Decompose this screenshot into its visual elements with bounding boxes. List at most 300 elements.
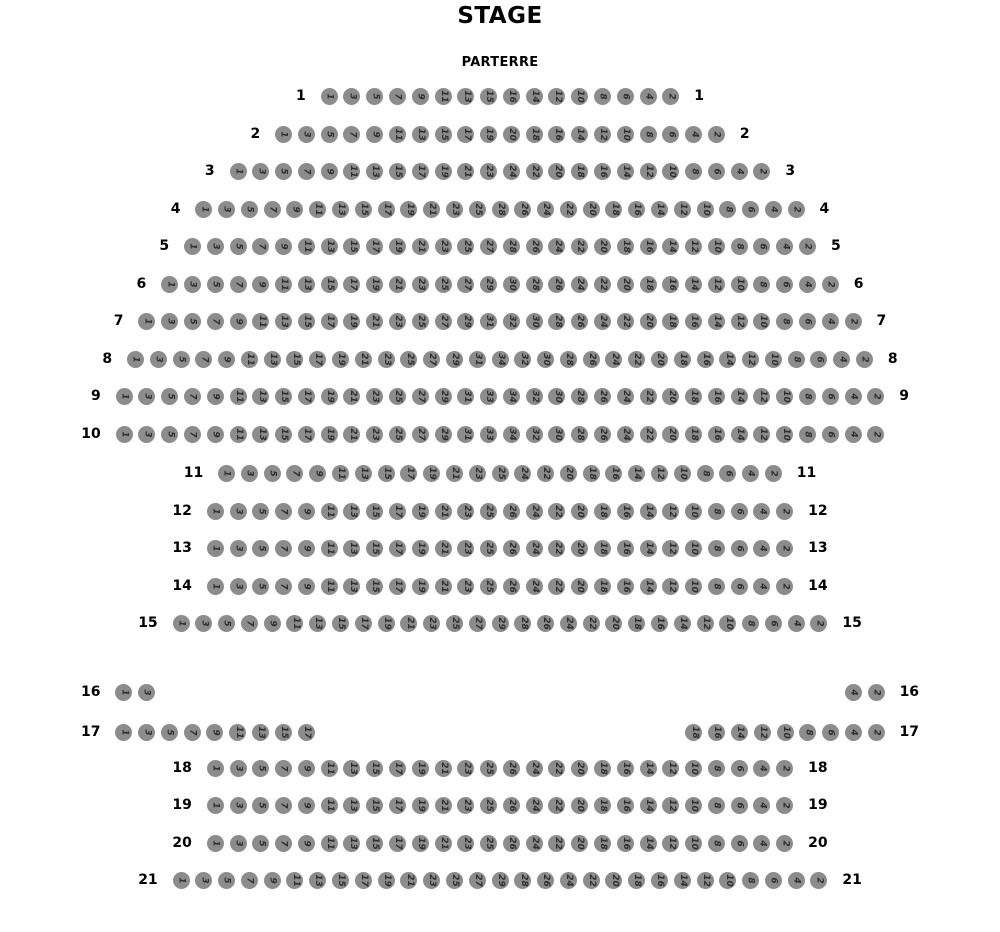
seat[interactable]: [435, 797, 452, 814]
seat[interactable]: [685, 163, 702, 180]
seat[interactable]: [685, 760, 702, 777]
seat[interactable]: [343, 578, 360, 595]
seat[interactable]: [765, 615, 782, 632]
seat[interactable]: [389, 797, 406, 814]
seat[interactable]: [719, 465, 736, 482]
seat[interactable]: [321, 88, 338, 105]
seat[interactable]: [457, 540, 474, 557]
seat[interactable]: [514, 872, 531, 889]
seat[interactable]: [731, 835, 748, 852]
seat[interactable]: [651, 872, 668, 889]
seat[interactable]: [321, 163, 338, 180]
seat[interactable]: [355, 201, 372, 218]
seat[interactable]: [275, 797, 292, 814]
seat[interactable]: [321, 797, 338, 814]
seat[interactable]: [571, 835, 588, 852]
seat[interactable]: [343, 760, 360, 777]
seat[interactable]: [230, 163, 247, 180]
seat[interactable]: [822, 388, 839, 405]
seat[interactable]: [731, 760, 748, 777]
seat[interactable]: [685, 578, 702, 595]
seat[interactable]: [708, 126, 725, 143]
seat[interactable]: [207, 426, 224, 443]
seat[interactable]: [457, 503, 474, 520]
seat[interactable]: [366, 238, 383, 255]
seat[interactable]: [252, 578, 269, 595]
seat[interactable]: [571, 426, 588, 443]
seat[interactable]: [640, 797, 657, 814]
seat[interactable]: [514, 615, 531, 632]
seat[interactable]: [116, 426, 133, 443]
seat[interactable]: [753, 835, 770, 852]
seat[interactable]: [184, 238, 201, 255]
seat[interactable]: [241, 351, 258, 368]
seat[interactable]: [742, 351, 759, 368]
seat[interactable]: [207, 835, 224, 852]
seat[interactable]: [480, 835, 497, 852]
seat[interactable]: [366, 426, 383, 443]
seat[interactable]: [412, 163, 429, 180]
seat[interactable]: [366, 313, 383, 330]
seat[interactable]: [503, 426, 520, 443]
seat[interactable]: [389, 88, 406, 105]
seat[interactable]: [594, 578, 611, 595]
seat[interactable]: [480, 426, 497, 443]
seat[interactable]: [731, 388, 748, 405]
seat[interactable]: [868, 684, 885, 701]
seat[interactable]: [845, 684, 862, 701]
seat[interactable]: [230, 276, 247, 293]
seat[interactable]: [412, 578, 429, 595]
seat[interactable]: [662, 578, 679, 595]
seat[interactable]: [822, 426, 839, 443]
seat[interactable]: [719, 615, 736, 632]
seat[interactable]: [548, 388, 565, 405]
seat[interactable]: [548, 276, 565, 293]
seat[interactable]: [366, 760, 383, 777]
seat[interactable]: [674, 465, 691, 482]
seat[interactable]: [195, 615, 212, 632]
seat[interactable]: [173, 351, 190, 368]
seat[interactable]: [776, 578, 793, 595]
seat[interactable]: [753, 276, 770, 293]
seat[interactable]: [526, 88, 543, 105]
seat[interactable]: [389, 126, 406, 143]
seat[interactable]: [412, 238, 429, 255]
seat[interactable]: [731, 163, 748, 180]
seat[interactable]: [503, 163, 520, 180]
seat[interactable]: [526, 426, 543, 443]
seat[interactable]: [173, 872, 190, 889]
seat[interactable]: [480, 578, 497, 595]
seat[interactable]: [548, 835, 565, 852]
seat[interactable]: [719, 351, 736, 368]
seat[interactable]: [412, 88, 429, 105]
seat[interactable]: [343, 388, 360, 405]
seat[interactable]: [412, 388, 429, 405]
seat[interactable]: [412, 503, 429, 520]
seat[interactable]: [389, 503, 406, 520]
seat[interactable]: [309, 351, 326, 368]
seat[interactable]: [503, 835, 520, 852]
seat[interactable]: [435, 540, 452, 557]
seat[interactable]: [469, 465, 486, 482]
seat[interactable]: [115, 684, 132, 701]
seat[interactable]: [423, 872, 440, 889]
seat[interactable]: [776, 503, 793, 520]
seat[interactable]: [480, 503, 497, 520]
seat[interactable]: [640, 426, 657, 443]
seat[interactable]: [753, 426, 770, 443]
seat[interactable]: [548, 163, 565, 180]
seat[interactable]: [389, 835, 406, 852]
seat[interactable]: [230, 503, 247, 520]
seat[interactable]: [286, 351, 303, 368]
seat[interactable]: [343, 313, 360, 330]
seat[interactable]: [321, 388, 338, 405]
seat[interactable]: [640, 313, 657, 330]
seat[interactable]: [526, 760, 543, 777]
seat[interactable]: [457, 126, 474, 143]
seat[interactable]: [480, 276, 497, 293]
seat[interactable]: [184, 276, 201, 293]
seat[interactable]: [526, 540, 543, 557]
seat[interactable]: [275, 388, 292, 405]
seat[interactable]: [230, 313, 247, 330]
seat[interactable]: [492, 615, 509, 632]
seat[interactable]: [457, 578, 474, 595]
seat[interactable]: [731, 238, 748, 255]
seat[interactable]: [594, 388, 611, 405]
seat[interactable]: [230, 578, 247, 595]
seat[interactable]: [492, 872, 509, 889]
seat[interactable]: [548, 88, 565, 105]
seat[interactable]: [753, 313, 770, 330]
seat[interactable]: [594, 540, 611, 557]
seat[interactable]: [343, 503, 360, 520]
seat[interactable]: [127, 351, 144, 368]
seat[interactable]: [571, 503, 588, 520]
seat[interactable]: [537, 465, 554, 482]
seat[interactable]: [662, 388, 679, 405]
seat[interactable]: [457, 388, 474, 405]
seat[interactable]: [298, 426, 315, 443]
seat[interactable]: [640, 88, 657, 105]
seat[interactable]: [264, 351, 281, 368]
seat[interactable]: [617, 760, 634, 777]
seat[interactable]: [708, 426, 725, 443]
seat[interactable]: [548, 126, 565, 143]
seat[interactable]: [457, 88, 474, 105]
seat[interactable]: [697, 351, 714, 368]
seat[interactable]: [526, 835, 543, 852]
seat[interactable]: [138, 426, 155, 443]
seat[interactable]: [560, 615, 577, 632]
seat[interactable]: [275, 760, 292, 777]
seat[interactable]: [321, 126, 338, 143]
seat[interactable]: [662, 503, 679, 520]
seat[interactable]: [594, 163, 611, 180]
seat[interactable]: [355, 872, 372, 889]
seat[interactable]: [708, 276, 725, 293]
seat[interactable]: [628, 201, 645, 218]
seat[interactable]: [366, 88, 383, 105]
seat[interactable]: [548, 426, 565, 443]
seat[interactable]: [617, 797, 634, 814]
seat[interactable]: [138, 684, 155, 701]
seat[interactable]: [526, 388, 543, 405]
seat[interactable]: [617, 313, 634, 330]
seat[interactable]: [298, 724, 315, 741]
seat[interactable]: [537, 201, 554, 218]
seat[interactable]: [469, 201, 486, 218]
seat[interactable]: [389, 276, 406, 293]
seat[interactable]: [583, 351, 600, 368]
seat[interactable]: [252, 540, 269, 557]
seat[interactable]: [230, 760, 247, 777]
seat[interactable]: [252, 388, 269, 405]
seat[interactable]: [548, 238, 565, 255]
seat[interactable]: [298, 163, 315, 180]
seat[interactable]: [207, 540, 224, 557]
seat[interactable]: [662, 760, 679, 777]
seat[interactable]: [275, 276, 292, 293]
seat[interactable]: [161, 276, 178, 293]
seat[interactable]: [252, 163, 269, 180]
seat[interactable]: [640, 540, 657, 557]
seat[interactable]: [742, 872, 759, 889]
seat[interactable]: [765, 351, 782, 368]
seat[interactable]: [662, 276, 679, 293]
seat[interactable]: [810, 351, 827, 368]
seat[interactable]: [423, 351, 440, 368]
seat[interactable]: [264, 615, 281, 632]
seat[interactable]: [241, 465, 258, 482]
seat[interactable]: [662, 540, 679, 557]
seat[interactable]: [708, 578, 725, 595]
seat[interactable]: [457, 797, 474, 814]
seat[interactable]: [389, 238, 406, 255]
seat[interactable]: [548, 578, 565, 595]
seat[interactable]: [492, 465, 509, 482]
seat[interactable]: [777, 724, 794, 741]
seat[interactable]: [435, 578, 452, 595]
seat[interactable]: [560, 465, 577, 482]
seat[interactable]: [685, 388, 702, 405]
seat[interactable]: [412, 426, 429, 443]
seat[interactable]: [731, 724, 748, 741]
seat[interactable]: [617, 276, 634, 293]
seat[interactable]: [230, 388, 247, 405]
seat[interactable]: [446, 351, 463, 368]
seat[interactable]: [640, 503, 657, 520]
seat[interactable]: [264, 465, 281, 482]
seat[interactable]: [617, 88, 634, 105]
seat[interactable]: [571, 388, 588, 405]
seat[interactable]: [252, 503, 269, 520]
seat[interactable]: [435, 313, 452, 330]
seat[interactable]: [378, 465, 395, 482]
seat[interactable]: [640, 238, 657, 255]
seat[interactable]: [548, 760, 565, 777]
seat[interactable]: [366, 578, 383, 595]
seat[interactable]: [662, 88, 679, 105]
seat[interactable]: [184, 724, 201, 741]
seat[interactable]: [492, 351, 509, 368]
seat[interactable]: [343, 797, 360, 814]
seat[interactable]: [617, 426, 634, 443]
seat[interactable]: [161, 426, 178, 443]
seat[interactable]: [697, 201, 714, 218]
seat[interactable]: [617, 238, 634, 255]
seat[interactable]: [753, 578, 770, 595]
seat[interactable]: [252, 797, 269, 814]
seat[interactable]: [252, 724, 269, 741]
seat[interactable]: [685, 724, 702, 741]
seat[interactable]: [799, 724, 816, 741]
seat[interactable]: [526, 503, 543, 520]
seat[interactable]: [355, 465, 372, 482]
seat[interactable]: [583, 465, 600, 482]
seat[interactable]: [275, 313, 292, 330]
seat[interactable]: [560, 872, 577, 889]
seat[interactable]: [810, 615, 827, 632]
seat[interactable]: [742, 615, 759, 632]
seat[interactable]: [366, 835, 383, 852]
seat[interactable]: [571, 88, 588, 105]
seat[interactable]: [275, 163, 292, 180]
seat[interactable]: [799, 388, 816, 405]
seat[interactable]: [207, 276, 224, 293]
seat[interactable]: [571, 276, 588, 293]
seat[interactable]: [435, 126, 452, 143]
seat[interactable]: [275, 540, 292, 557]
seat[interactable]: [275, 835, 292, 852]
seat[interactable]: [822, 724, 839, 741]
seat[interactable]: [526, 276, 543, 293]
seat[interactable]: [389, 540, 406, 557]
seat[interactable]: [173, 615, 190, 632]
seat[interactable]: [583, 615, 600, 632]
seat[interactable]: [195, 201, 212, 218]
seat[interactable]: [230, 426, 247, 443]
seat[interactable]: [662, 313, 679, 330]
seat[interactable]: [708, 540, 725, 557]
seat[interactable]: [526, 163, 543, 180]
seat[interactable]: [378, 615, 395, 632]
seat[interactable]: [788, 872, 805, 889]
seat[interactable]: [412, 797, 429, 814]
seat[interactable]: [321, 426, 338, 443]
seat[interactable]: [457, 313, 474, 330]
seat[interactable]: [503, 540, 520, 557]
seat[interactable]: [640, 578, 657, 595]
seat[interactable]: [298, 760, 315, 777]
seat[interactable]: [366, 276, 383, 293]
seat[interactable]: [845, 724, 862, 741]
seat[interactable]: [480, 760, 497, 777]
seat[interactable]: [469, 872, 486, 889]
seat[interactable]: [343, 426, 360, 443]
seat[interactable]: [480, 313, 497, 330]
seat[interactable]: [560, 351, 577, 368]
seat[interactable]: [742, 465, 759, 482]
seat[interactable]: [230, 540, 247, 557]
seat[interactable]: [776, 540, 793, 557]
seat[interactable]: [184, 388, 201, 405]
seat[interactable]: [229, 724, 246, 741]
seat[interactable]: [503, 238, 520, 255]
seat[interactable]: [332, 201, 349, 218]
seat[interactable]: [366, 388, 383, 405]
seat[interactable]: [298, 578, 315, 595]
seat[interactable]: [708, 760, 725, 777]
seat[interactable]: [719, 201, 736, 218]
seat[interactable]: [206, 724, 223, 741]
seat[interactable]: [742, 201, 759, 218]
seat[interactable]: [845, 313, 862, 330]
seat[interactable]: [617, 578, 634, 595]
seat[interactable]: [605, 465, 622, 482]
seat[interactable]: [321, 578, 338, 595]
seat[interactable]: [503, 88, 520, 105]
seat[interactable]: [708, 313, 725, 330]
seat[interactable]: [218, 351, 235, 368]
seat[interactable]: [708, 388, 725, 405]
seat[interactable]: [343, 163, 360, 180]
seat[interactable]: [503, 276, 520, 293]
seat[interactable]: [731, 426, 748, 443]
seat[interactable]: [833, 351, 850, 368]
seat[interactable]: [389, 313, 406, 330]
seat[interactable]: [343, 540, 360, 557]
seat[interactable]: [355, 351, 372, 368]
seat[interactable]: [697, 872, 714, 889]
seat[interactable]: [275, 578, 292, 595]
seat[interactable]: [457, 238, 474, 255]
seat[interactable]: [799, 313, 816, 330]
seat[interactable]: [685, 797, 702, 814]
seat[interactable]: [138, 388, 155, 405]
seat[interactable]: [378, 351, 395, 368]
seat[interactable]: [651, 615, 668, 632]
seat[interactable]: [571, 163, 588, 180]
seat[interactable]: [753, 797, 770, 814]
seat[interactable]: [868, 724, 885, 741]
seat[interactable]: [241, 201, 258, 218]
seat[interactable]: [640, 276, 657, 293]
seat[interactable]: [309, 201, 326, 218]
seat[interactable]: [480, 388, 497, 405]
seat[interactable]: [708, 503, 725, 520]
seat[interactable]: [685, 835, 702, 852]
seat[interactable]: [731, 578, 748, 595]
seat[interactable]: [662, 797, 679, 814]
seat[interactable]: [605, 351, 622, 368]
seat[interactable]: [321, 238, 338, 255]
seat[interactable]: [571, 760, 588, 777]
seat[interactable]: [150, 351, 167, 368]
seat[interactable]: [537, 615, 554, 632]
seat[interactable]: [389, 760, 406, 777]
seat[interactable]: [674, 872, 691, 889]
seat[interactable]: [184, 426, 201, 443]
seat[interactable]: [321, 835, 338, 852]
seat[interactable]: [651, 465, 668, 482]
seat[interactable]: [526, 126, 543, 143]
seat[interactable]: [435, 760, 452, 777]
seat[interactable]: [526, 313, 543, 330]
